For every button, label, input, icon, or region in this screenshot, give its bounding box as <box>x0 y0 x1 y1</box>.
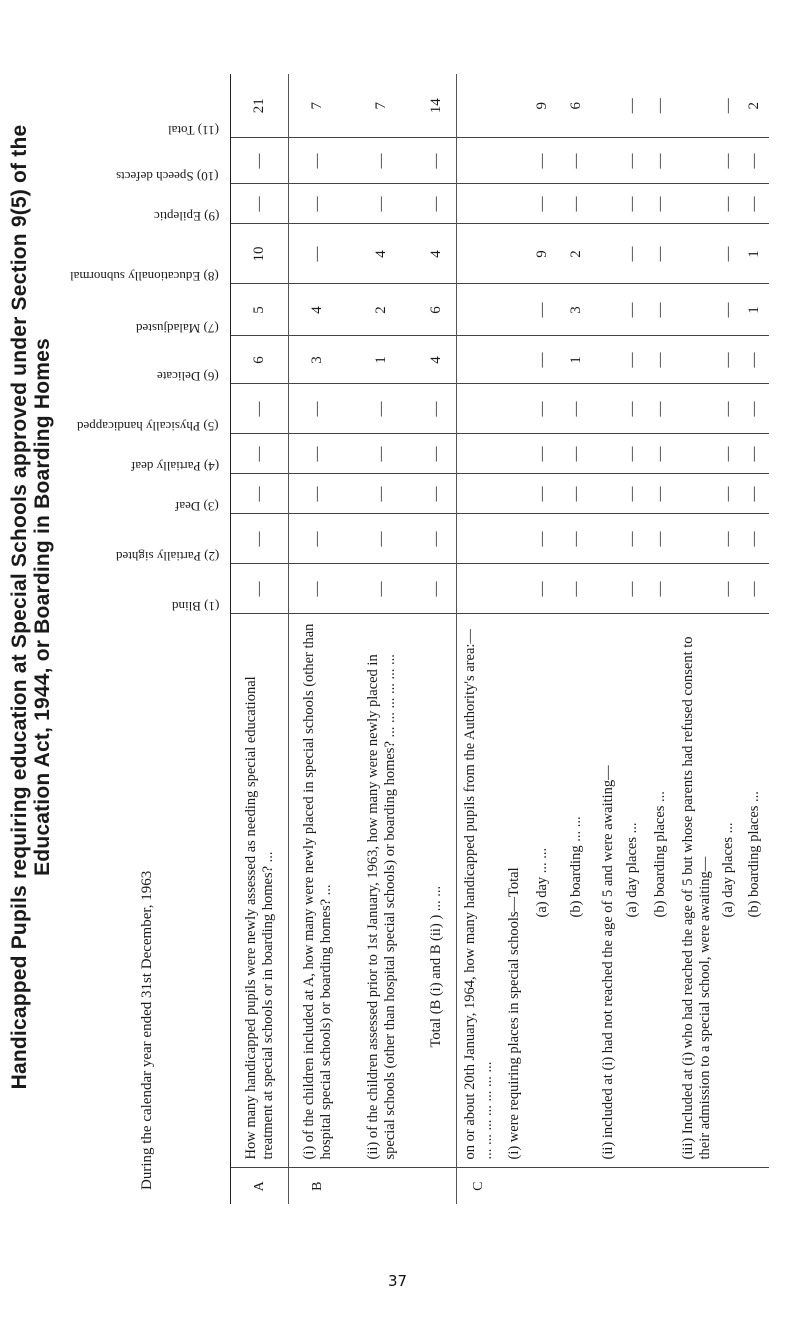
cell: — <box>621 474 645 514</box>
cell: 4 <box>289 284 347 336</box>
cell: — <box>347 474 417 514</box>
cell: — <box>231 564 289 614</box>
cell: — <box>621 336 645 384</box>
table-row <box>741 74 769 1204</box>
row-description: (b) boarding places ... <box>746 791 762 918</box>
section-label: C <box>457 1168 501 1204</box>
cell: — <box>529 184 557 224</box>
table-row <box>417 74 457 1204</box>
cell: — <box>621 434 645 474</box>
cell: 6 <box>231 336 289 384</box>
cell: 1 <box>557 336 597 384</box>
col-header-partially-sighted: (2) Partially sighted <box>64 514 231 564</box>
col-header-blind: (1) Blind <box>64 564 231 614</box>
table-row <box>677 74 717 1204</box>
cell: — <box>289 434 347 474</box>
cell: 9 <box>529 74 557 138</box>
cell: — <box>557 138 597 184</box>
cell: — <box>347 514 417 564</box>
cell: — <box>621 184 645 224</box>
section-label <box>529 1168 557 1204</box>
cell: — <box>347 138 417 184</box>
section-label <box>501 1168 529 1204</box>
cell: 14 <box>417 74 457 138</box>
cell: — <box>417 474 457 514</box>
cell: — <box>289 474 347 514</box>
cell: — <box>289 138 347 184</box>
cell: — <box>717 514 741 564</box>
cell: — <box>717 474 741 514</box>
cell: — <box>717 434 741 474</box>
section-label: B <box>289 1168 347 1204</box>
row-description: (i) were requiring places in special schools—Total <box>506 867 522 1160</box>
cell: — <box>741 138 769 184</box>
cell: — <box>289 184 347 224</box>
cell: 6 <box>417 284 457 336</box>
row-description: (a) day ... ... <box>534 847 550 918</box>
cell: — <box>741 434 769 474</box>
cell: — <box>417 564 457 614</box>
cell: 1 <box>741 224 769 284</box>
page-number: 37 <box>388 1272 408 1290</box>
cell: — <box>231 138 289 184</box>
cell: — <box>741 474 769 514</box>
cell: — <box>529 514 557 564</box>
cell: — <box>717 384 741 434</box>
cell: — <box>557 184 597 224</box>
row-description: Total (B (i) and B (ii) ) ... ... <box>417 614 457 1168</box>
cell: — <box>529 564 557 614</box>
cell: — <box>645 138 677 184</box>
cell: 1 <box>347 336 417 384</box>
col-header-physically-handicapped: (5) Physically handicapped <box>64 384 231 434</box>
cell: — <box>741 336 769 384</box>
section-label <box>645 1168 677 1204</box>
cell: — <box>289 224 347 284</box>
cell: — <box>645 434 677 474</box>
cell: 4 <box>417 224 457 284</box>
header-row <box>64 74 231 1204</box>
section-label <box>621 1168 645 1204</box>
table-row <box>529 74 557 1204</box>
cell: — <box>557 514 597 564</box>
cell: — <box>717 138 741 184</box>
cell: — <box>347 184 417 224</box>
cell: — <box>529 434 557 474</box>
cell: 3 <box>557 284 597 336</box>
cell: — <box>417 384 457 434</box>
cell: — <box>557 564 597 614</box>
cell: — <box>717 184 741 224</box>
row-description: How many handicapped pupils were newly assessed as needing special educational treatment at special schools or in boarding homes? ... <box>231 614 289 1168</box>
section-label <box>677 1168 717 1204</box>
cell: — <box>645 284 677 336</box>
section-label <box>717 1168 741 1204</box>
cell: — <box>645 224 677 284</box>
table-row <box>645 74 677 1204</box>
cell: — <box>645 184 677 224</box>
table-row <box>457 74 501 1204</box>
calendar-header: During the calendar year ended 31st December, 1963 <box>64 614 231 1204</box>
cell: 5 <box>231 284 289 336</box>
cell: — <box>645 474 677 514</box>
cell: — <box>645 74 677 138</box>
cell: — <box>231 434 289 474</box>
table-row <box>501 74 529 1204</box>
cell: 6 <box>557 74 597 138</box>
col-header-partially-deaf: (4) Partially deaf <box>64 434 231 474</box>
cell: 1 <box>741 284 769 336</box>
section-label <box>417 1168 457 1204</box>
cell: 10 <box>231 224 289 284</box>
cell: — <box>645 384 677 434</box>
cell: — <box>417 138 457 184</box>
cell: — <box>717 74 741 138</box>
cell: — <box>347 564 417 614</box>
row-description: (b) boarding places ... <box>652 791 668 918</box>
cell: — <box>231 384 289 434</box>
section-label <box>347 1168 417 1204</box>
handicapped-pupils-table <box>64 74 769 1204</box>
row-description: (ii) included at (i) had not reached the age of 5 and were awaiting— <box>600 765 616 1160</box>
cell: — <box>557 384 597 434</box>
table-row <box>347 74 417 1204</box>
table-row <box>717 74 741 1204</box>
table-row <box>231 74 289 1204</box>
section-label <box>557 1168 597 1204</box>
section-label <box>741 1168 769 1204</box>
title-line-2: Education Act, 1944, or Boarding in Boarding Homes <box>31 338 54 876</box>
row-description: (a) day places ... <box>624 822 640 918</box>
col-header-educationally-subnormal: (8) Educationally subnormal <box>64 224 231 284</box>
page-title <box>8 12 54 1202</box>
cell: 3 <box>289 336 347 384</box>
cell: 2 <box>557 224 597 284</box>
cell: 9 <box>529 224 557 284</box>
cell: — <box>231 184 289 224</box>
row-description: (b) boarding ... ... <box>568 816 584 918</box>
col-header-deaf: (3) Deaf <box>64 474 231 514</box>
section-label: A <box>231 1168 289 1204</box>
section-label <box>597 1168 621 1204</box>
row-description: on or about 20th January, 1964, how many handicapped pupils from the Authority's area:— ... ... ... ... ... ... ... <box>461 629 495 1160</box>
cell: — <box>231 514 289 564</box>
cell: 2 <box>741 74 769 138</box>
cell: — <box>347 384 417 434</box>
cell: — <box>529 336 557 384</box>
col-header-maladjusted: (7) Maladjusted <box>64 284 231 336</box>
cell: — <box>717 284 741 336</box>
row-description: (iii) Included at (i) who had reached the age of 5 but whose parents had refused consent to their admission to a special school, were awaiting— <box>679 636 713 1160</box>
cell: 7 <box>347 74 417 138</box>
cell: — <box>347 434 417 474</box>
col-header-epileptic: (9) Epileptic <box>64 184 231 224</box>
cell: — <box>289 384 347 434</box>
row-description: (i) of the children included at A, how many were newly placed in special schools (other than hospital special schools) or boarding homes? ... <box>300 623 334 1160</box>
cell: — <box>645 564 677 614</box>
cell: — <box>741 514 769 564</box>
cell: — <box>621 384 645 434</box>
cell: 7 <box>289 74 347 138</box>
cell: — <box>289 514 347 564</box>
cell: — <box>741 384 769 434</box>
row-description: (a) day places ... <box>720 822 736 918</box>
cell: — <box>417 434 457 474</box>
col-header-delicate: (6) Delicate <box>64 336 231 384</box>
cell: 4 <box>347 224 417 284</box>
cell: — <box>289 564 347 614</box>
cell: — <box>645 336 677 384</box>
cell: — <box>645 514 677 564</box>
cell: — <box>621 514 645 564</box>
title-line-1: Handicapped Pupils requiring education at Special Schools approved under Section 9(5) of the <box>8 124 31 1090</box>
cell: — <box>557 474 597 514</box>
col-header-speech-defects: (10) Speech defects <box>64 138 231 184</box>
col-header-total: (11) Total <box>64 74 231 138</box>
cell: — <box>529 474 557 514</box>
cell: — <box>741 184 769 224</box>
table-row <box>597 74 621 1204</box>
cell: — <box>717 564 741 614</box>
cell: — <box>621 138 645 184</box>
cell: — <box>529 284 557 336</box>
cell: — <box>231 474 289 514</box>
cell: 21 <box>231 74 289 138</box>
row-description: (ii) of the children assessed prior to 1st January, 1963, how many were newly placed in special schools (other than hospital special schools) or boarding homes? ... ... ... ... ... ... <box>364 654 398 1160</box>
cell: — <box>621 564 645 614</box>
table-row <box>621 74 645 1204</box>
cell: 4 <box>417 336 457 384</box>
table-row <box>289 74 347 1204</box>
cell: — <box>529 384 557 434</box>
cell: — <box>557 434 597 474</box>
cell: — <box>621 74 645 138</box>
cell: — <box>717 336 741 384</box>
cell: — <box>621 284 645 336</box>
cell: — <box>621 224 645 284</box>
cell: — <box>529 138 557 184</box>
cell: — <box>417 514 457 564</box>
table-row <box>557 74 597 1204</box>
cell: 2 <box>347 284 417 336</box>
cell: — <box>717 224 741 284</box>
cell: — <box>741 564 769 614</box>
cell: — <box>417 184 457 224</box>
